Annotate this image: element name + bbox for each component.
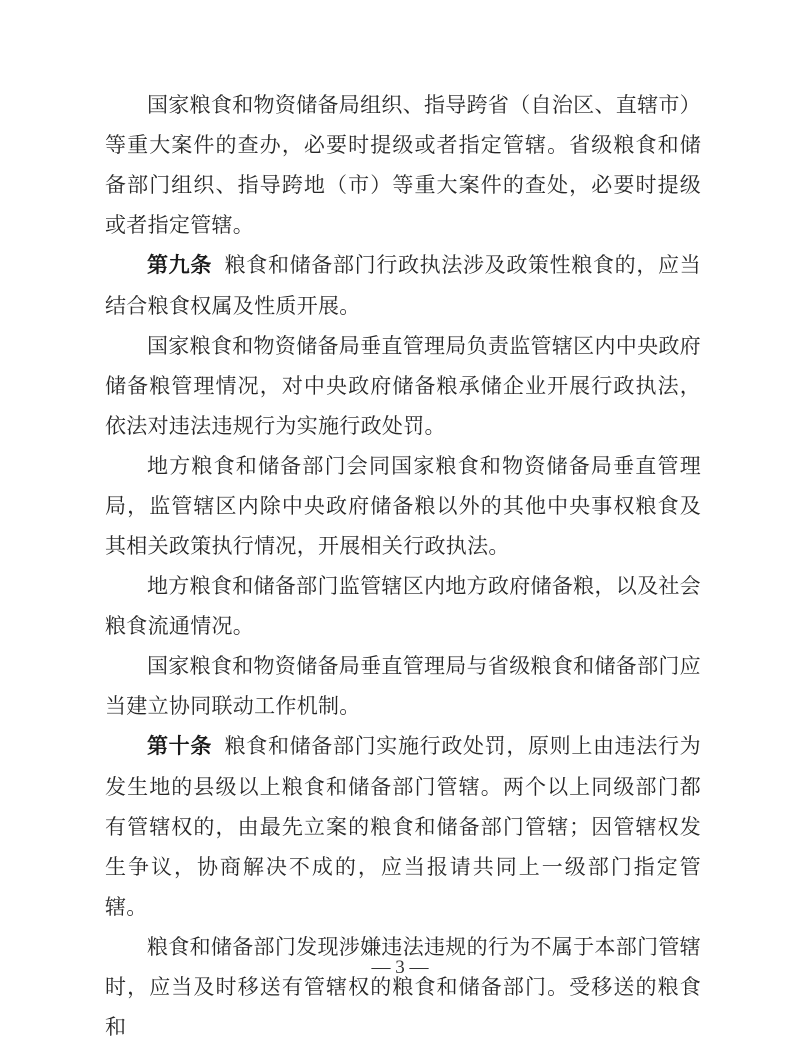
paragraph: 国家粮食和物资储备局垂直管理局负责监管辖区内中央政府储备粮管理情况，对中央政府储备粮承储企业开展行政执法，依法对违法违规行为实施行政处罚。	[105, 334, 701, 438]
paragraph: 地方粮食和储备部门监管辖区内地方政府储备粮，以及社会粮食流通情况。	[105, 574, 701, 638]
article-number: 第十条	[147, 735, 213, 758]
page-number: — 3 —	[371, 957, 429, 978]
paragraph: 国家粮食和物资储备局垂直管理局与省级粮食和储备部门应当建立协同联动工作机制。	[105, 654, 701, 718]
paragraph: 地方粮食和储备部门会同国家粮食和物资储备局垂直管理局，监管辖区内除中央政府储备粮以外的其他中央事权粮食及其相关政策执行情况，开展相关行政执法。	[105, 454, 701, 558]
paragraph: 粮食和储备部门发现涉嫌违法违规的行为不属于本部门管辖时，应当及时移送有管辖权的粮食和储备部门。受移送的粮食和	[105, 935, 701, 1039]
document-body	[105, 85, 701, 1047]
article-number: 第九条	[147, 254, 213, 277]
paragraph: 国家粮食和物资储备局组织、指导跨省（自治区、直辖市）等重大案件的查办，必要时提级或者指定管辖。省级粮食和储备部门组织、指导跨地（市）等重大案件的查处，必要时提级或者指定管辖。	[105, 93, 701, 237]
paragraph: 第十条 粮食和储备部门实施行政处罚，原则上由违法行为发生地的县级以上粮食和储备部门管辖。两个以上同级部门都有管辖权的，由最先立案的粮食和储备部门管辖；因管辖权发生争议，协商解决不成的，应当报请共同上一级部门指定管辖。	[105, 734, 701, 919]
paragraph: 第九条 粮食和储备部门行政执法涉及政策性粮食的，应当结合粮食权属及性质开展。	[105, 253, 701, 318]
